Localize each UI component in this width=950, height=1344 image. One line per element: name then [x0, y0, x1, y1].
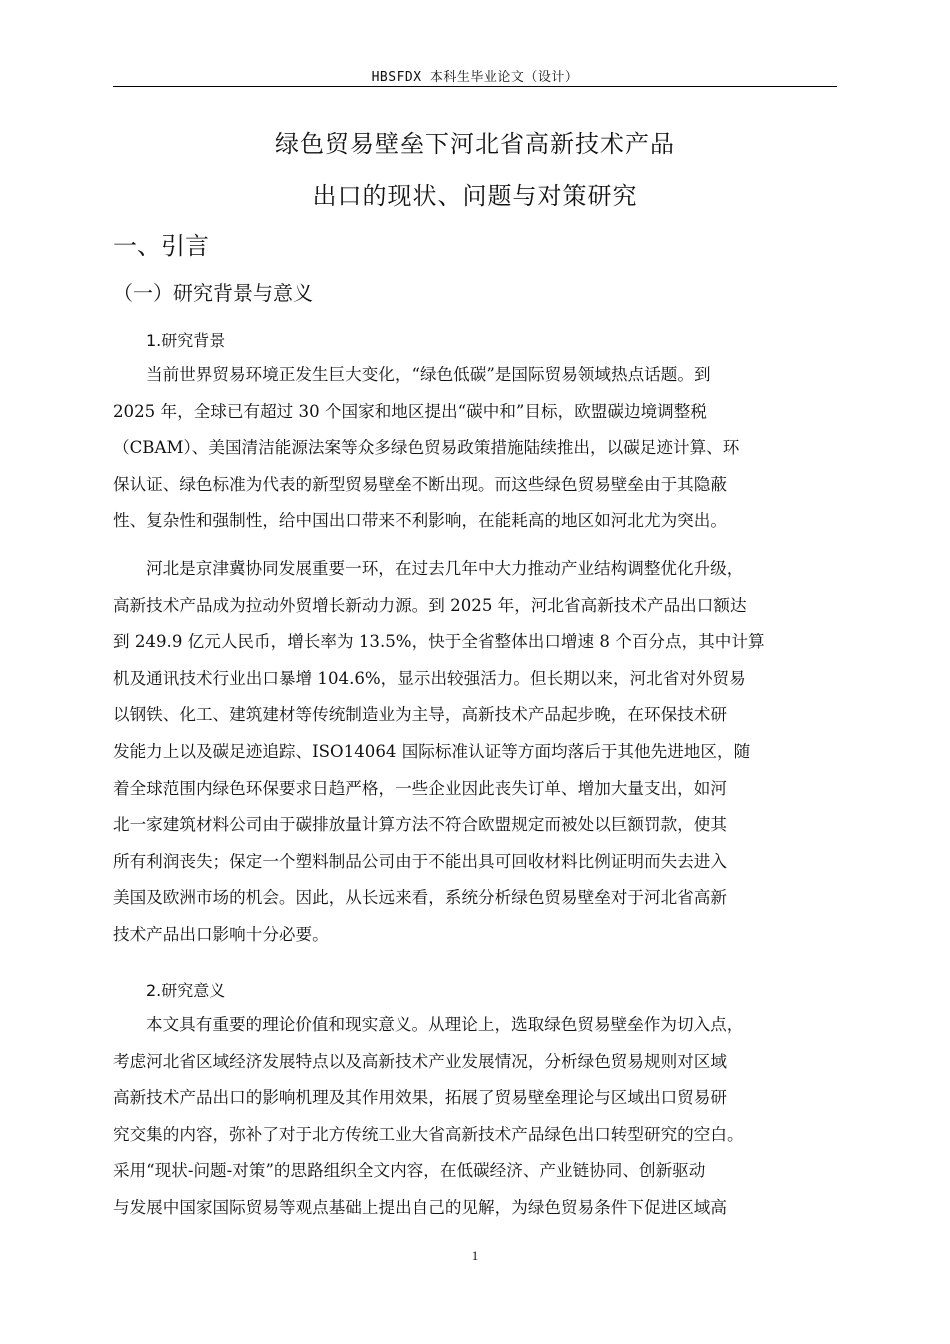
text-line: 着全球范围内绿色环保要求日趋严格，一些企业因此丧失订单、增加大量支出，如河 — [113, 778, 727, 798]
text-line: 到 249.9 亿元人民币，增长率为 13.5%，快于全省整体出口增速 8 个百分点，其中计算 — [113, 632, 765, 652]
paragraph-background-2 — [113, 551, 837, 954]
text-line: 性、复杂性和强制性，给中国出口带来不利影响，在能耗高的地区如河北尤为突出。 — [113, 511, 727, 531]
header-rule — [113, 86, 837, 87]
item-heading-research-background: 1.研究背景 — [146, 331, 226, 350]
section-heading-introduction: 一、引言 — [113, 232, 209, 260]
text-line: 技术产品出口影响十分必要。 — [113, 924, 329, 944]
text-line: 北一家建筑材料公司由于碳排放量计算方法不符合欧盟规定而被处以巨额罚款，使其 — [113, 815, 727, 835]
text-line: 采用“现状-问题-对策”的思路组织全文内容，在低碳经济、产业链协同、创新驱动 — [113, 1161, 706, 1181]
text-line: 本文具有重要的理论价值和现实意义。从理论上，选取绿色贸易壁垒作为切入点， — [146, 1015, 744, 1034]
paragraph-background-1 — [113, 357, 837, 540]
text-line: （CBAM）、美国清洁能源法案等众多绿色贸易政策措施陆续推出，以碳足迹计算、环 — [113, 438, 740, 458]
running-header: HBSFDX 本科生毕业论文（设计） — [371, 70, 579, 85]
item-heading-research-significance: 2.研究意义 — [146, 981, 226, 1000]
text-line: 究交集的内容，弥补了对于北方传统工业大省高新技术产品绿色出口转型研究的空白。 — [113, 1124, 744, 1144]
text-line: 机及通讯技术行业出口暴增 104.6%，显示出较强活力。但长期以来，河北省对外贸易 — [113, 668, 746, 688]
paper-title-line-1: 绿色贸易壁垒下河北省高新技术产品 — [275, 130, 675, 158]
text-line: 2025 年，全球已有超过 30 个国家和地区提出“碳中和”目标，欧盟碳边境调整税 — [113, 401, 707, 421]
text-line: 美国及欧洲市场的机会。因此，从长远来看，系统分析绿色贸易壁垒对于河北省高新 — [113, 888, 727, 908]
text-line: 所有利润丧失；保定一个塑料制品公司由于不能出具可回收材料比例证明而失去进入 — [113, 851, 727, 871]
text-line: 考虑河北省区域经济发展特点以及高新技术产业发展情况，分析绿色贸易规则对区域 — [113, 1051, 727, 1071]
text-line: 高新技术产品出口的影响机理及其作用效果，拓展了贸易壁垒理论与区域出口贸易研 — [113, 1088, 727, 1108]
text-line: 高新技术产品成为拉动外贸增长新动力源。到 2025 年，河北省高新技术产品出口额达 — [113, 595, 747, 615]
text-line: 以钢铁、化工、建筑建材等传统制造业为主导，高新技术产品起步晚，在环保技术研 — [113, 705, 727, 725]
text-line: 河北是京津冀协同发展重要一环，在过去几年中大力推动产业结构调整优化升级， — [146, 559, 744, 578]
text-line: 发能力上以及碳足迹追踪、ISO14064 国际标准认证等方面均落后于其他先进地区，随 — [113, 741, 751, 761]
text-line: 与发展中国家国际贸易等观点基础上提出自己的见解，为绿色贸易条件下促进区域高 — [113, 1197, 727, 1217]
subsection-heading-background-significance: （一）研究背景与意义 — [113, 281, 313, 305]
paragraph-significance-1 — [113, 1007, 837, 1227]
page-number: 1 — [471, 1248, 479, 1263]
text-line: 当前世界贸易环境正发生巨大变化，“绿色低碳”是国际贸易领域热点话题。到 — [146, 365, 711, 384]
text-line: 保认证、绿色标准为代表的新型贸易壁垒不断出现。而这些绿色贸易壁垒由于其隐蔽 — [113, 474, 727, 494]
paper-title-line-2: 出口的现状、问题与对策研究 — [312, 182, 638, 210]
